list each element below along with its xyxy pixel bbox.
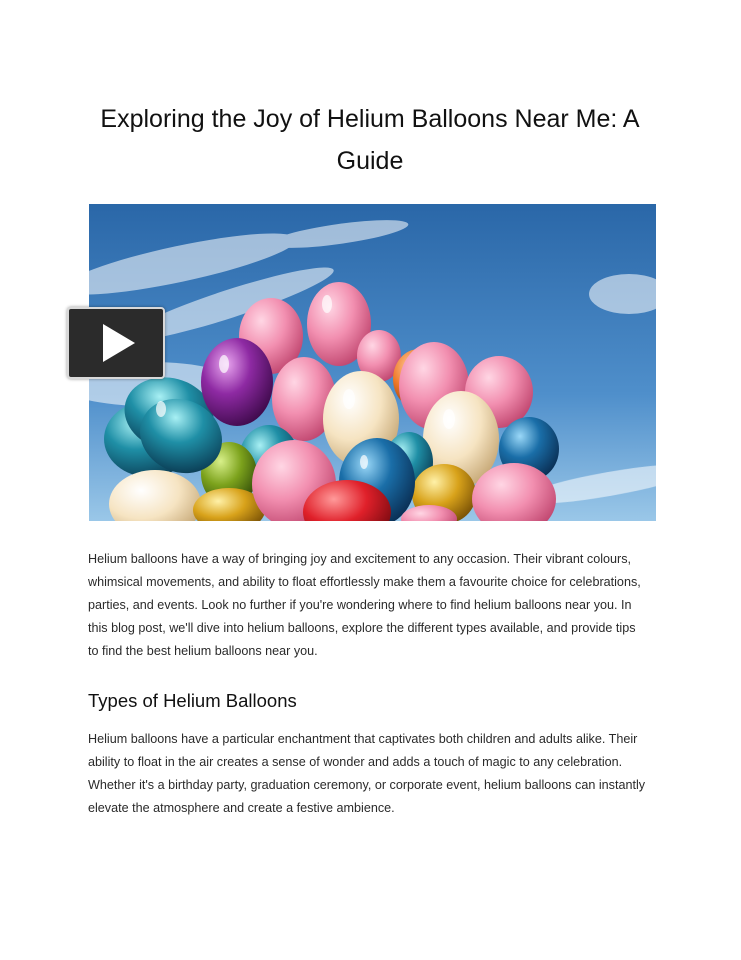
section-paragraph: Helium balloons have a particular enchantment that captivates both children and adults alike. Their ability to float in the air creates a sense of wonder and adds a touch of magic to any celebration. Whether it's a birthday party, graduation ceremony, or corporate event, helium balloons can instantly elevate the atmosphere and create a festive ambience. (88, 732, 646, 815)
page-title (90, 98, 650, 182)
title-line-2: Guide (336, 147, 404, 175)
intro-paragraph: Helium balloons have a way of bringing joy and excitement to any occasion. Their vibrant colours, whimsical movements, and ability to float effortlessly make them a favourite choice for celebrations, parties, and events. Look no further if you're wondering where to find helium balloons near you. In this blog post, we'll dive into helium balloons, explore the different types available, and provide tips to find the best helium balloons near you. (88, 552, 641, 658)
section-heading: Types of Helium Balloons (88, 690, 297, 711)
hero-image (89, 204, 656, 521)
video-play-button[interactable] (67, 307, 165, 379)
play-icon (101, 322, 137, 364)
title-line-1: Exploring the Joy of Helium Balloons Near Me: A (100, 105, 640, 133)
